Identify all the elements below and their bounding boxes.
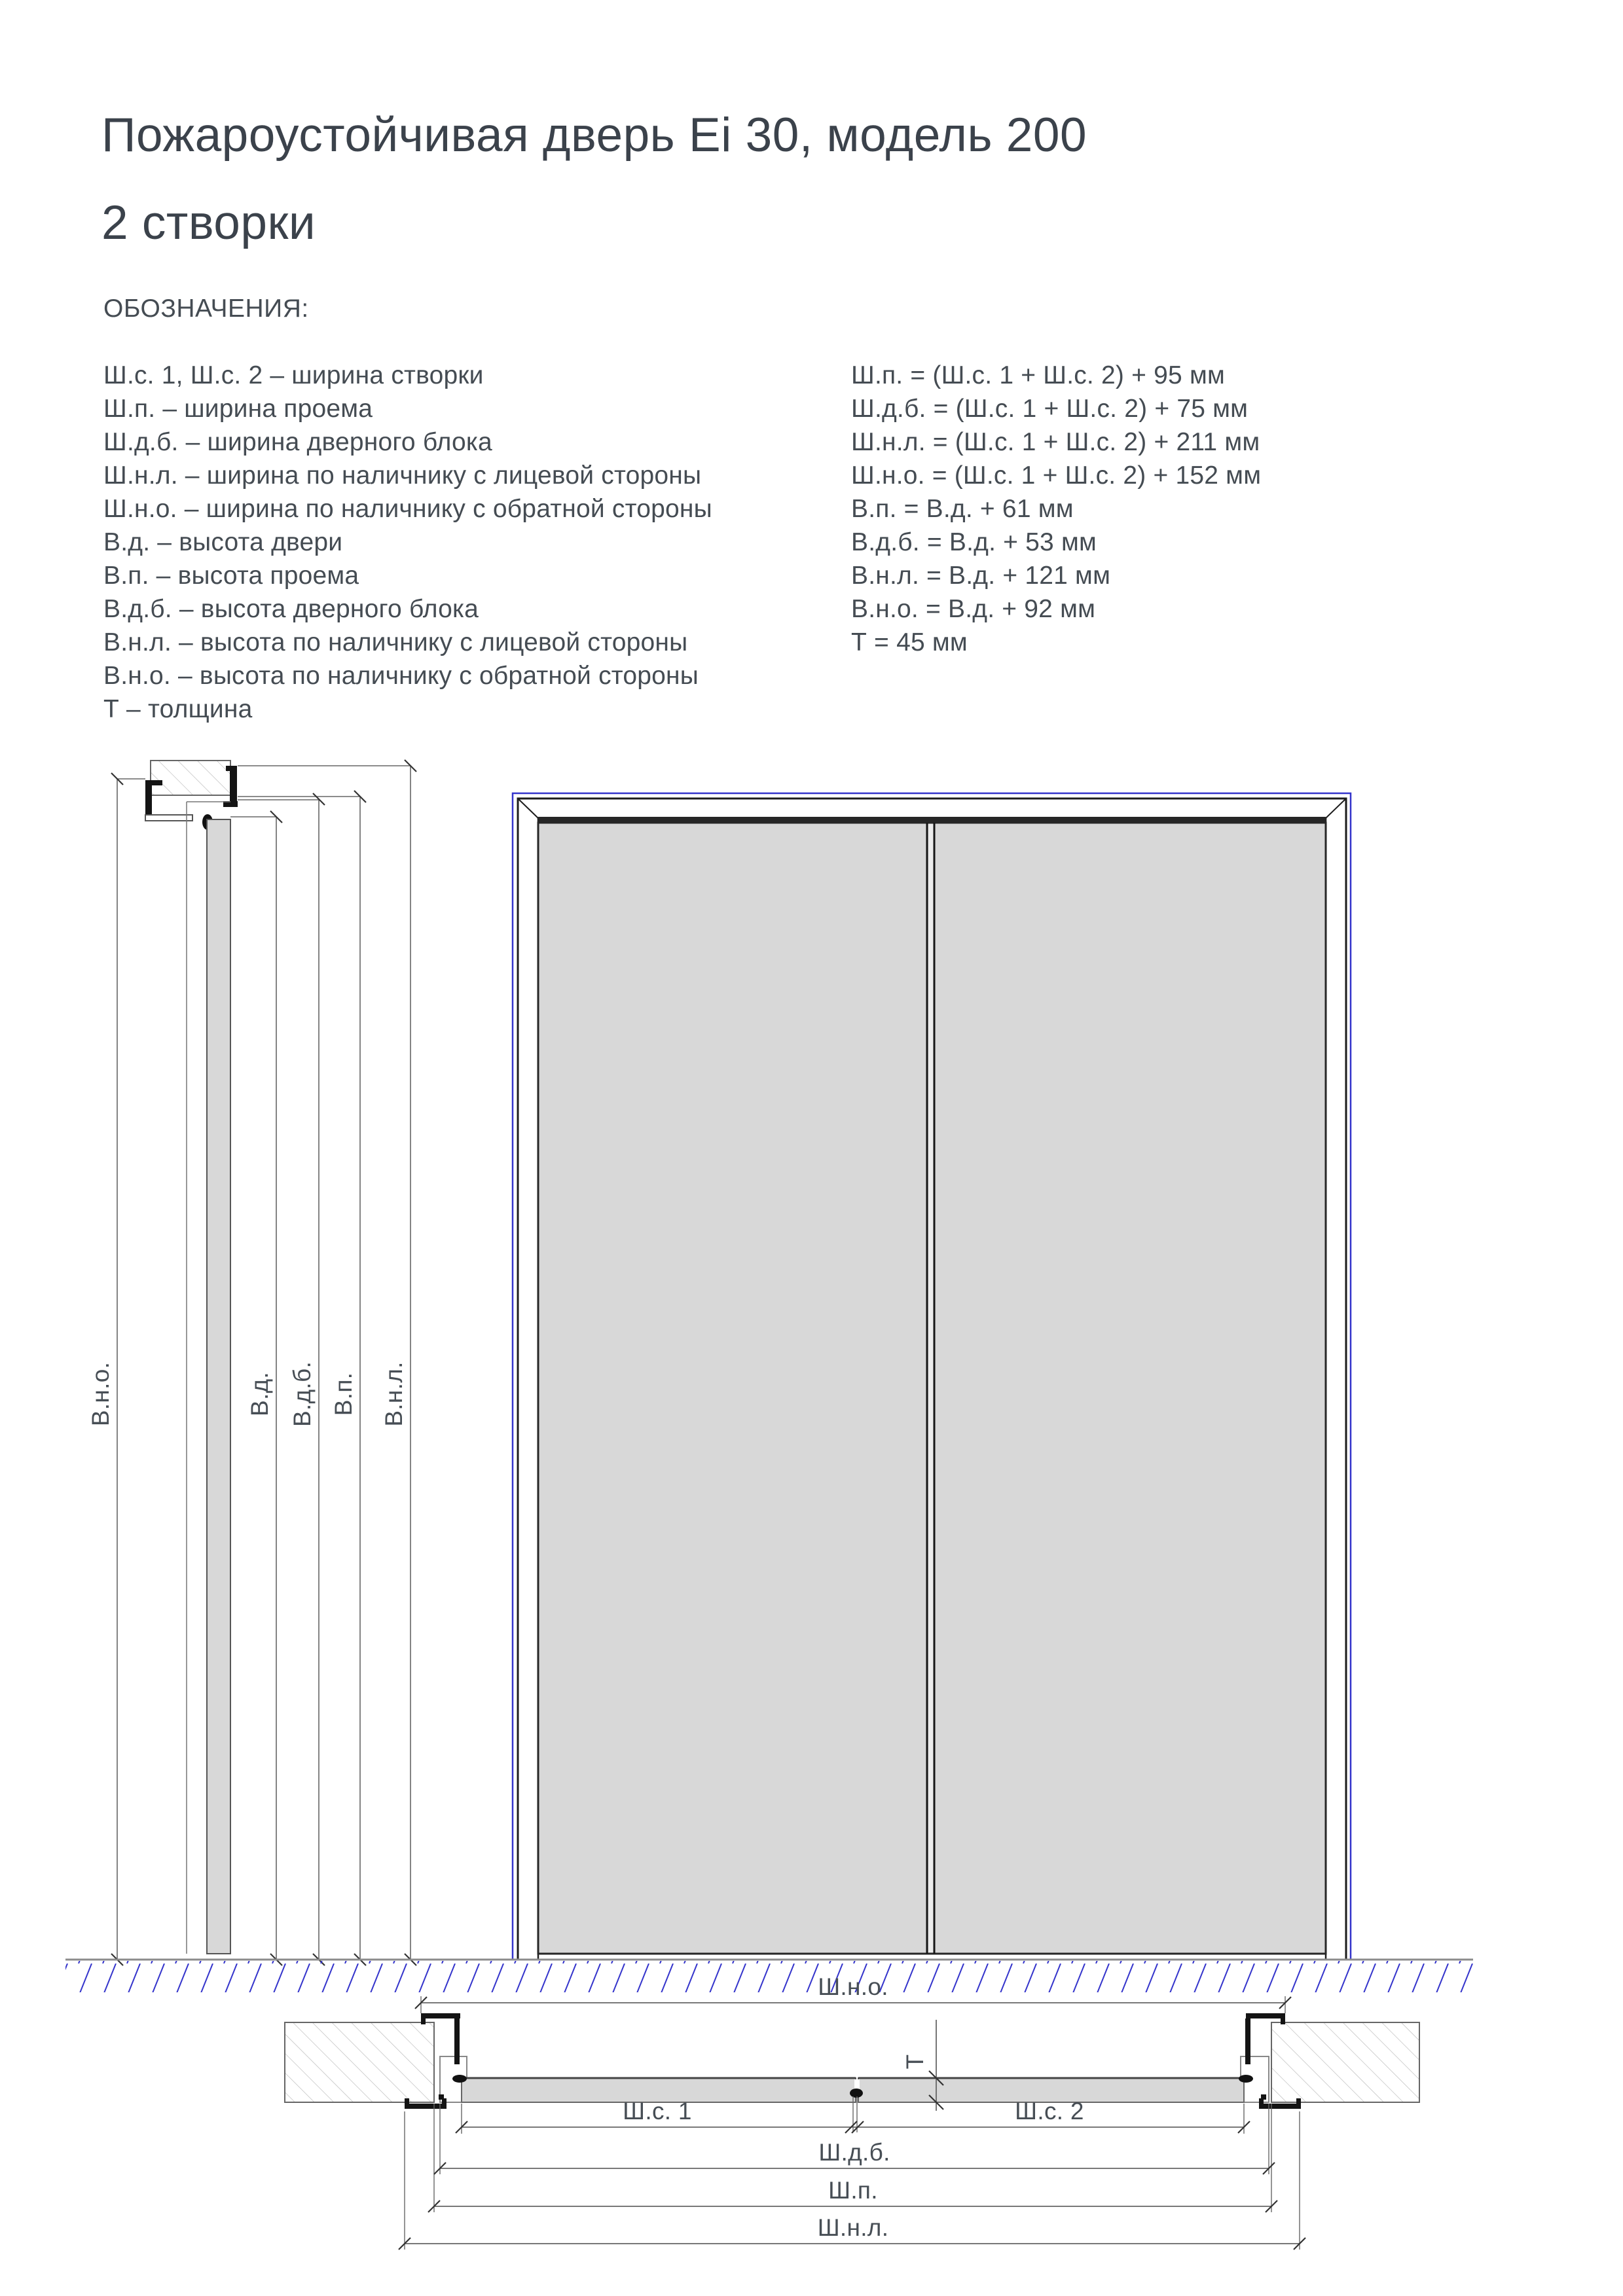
legend-formula: В.н.л. = В.д. + 121 мм [851,562,1111,590]
dim-label-shno: Ш.н.о. [818,1973,888,2000]
dim-label-vd: В.д. [246,1371,273,1417]
dim-label-vdb: В.д.б. [289,1361,316,1427]
vertical-section-view [145,761,238,1954]
leaf-meeting-gap [928,824,934,1952]
wall-plan-left [285,2022,434,2102]
plan-section-view [285,2013,1419,2109]
door-leaf-section [207,819,230,1954]
legend-formula: Т = 45 мм [851,628,968,656]
legend-formula: Ш.н.о. = (Ш.с. 1 + Ш.с. 2) + 152 мм [851,461,1262,490]
meeting-seal-center [850,2089,863,2098]
page-title-line1: Пожароустойчивая дверь Ei 30, модель 200 [101,109,1087,162]
ground [65,1960,1473,1992]
legend-item: В.н.л. – высота по наличнику с лицевой стороны [103,628,688,656]
dim-label-t: Т [902,2054,928,2070]
dim-label-vp: В.п. [330,1372,357,1416]
vertical-dimensions [87,760,416,1965]
ground-hatch [65,1961,1473,1992]
legend-item: В.п. – высота проема [103,562,359,590]
meeting-gap-plan [854,2079,860,2090]
plan-dimensions [399,1973,1305,2250]
casing-miter-left [518,798,538,818]
legend-item: Ш.н.л. – ширина по наличнику с лицевой стороны [103,461,702,490]
legend-item: Ш.п. – ширина проема [103,395,373,423]
legend-item: В.д. – высота двери [103,528,343,556]
legend-item: Т – толщина [103,695,253,723]
wall-plan-right [1271,2022,1419,2102]
legend-formula: В.н.о. = В.д. + 92 мм [851,595,1096,623]
dim-label-shs2: Ш.с. 2 [1015,2098,1084,2125]
dim-label-shs1: Ш.с. 1 [623,2098,692,2125]
legend-item: В.н.о. – высота по наличнику с обратной стороны [103,662,699,690]
legend-formula: Ш.п. = (Ш.с. 1 + Ш.с. 2) + 95 мм [851,361,1225,389]
hinge-seal-right [1239,2075,1253,2083]
legend-item: В.д.б. – высота дверного блока [103,595,479,623]
legend-formula: Ш.д.б. = (Ш.с. 1 + Ш.с. 2) + 75 мм [851,395,1249,423]
legend-formula: В.п. = В.д. + 61 мм [851,495,1074,523]
legend-formula: Ш.н.л. = (Ш.с. 1 + Ш.с. 2) + 211 мм [851,428,1260,456]
door-front-view [513,793,1351,1960]
legend-item: Ш.д.б. – ширина дверного блока [103,428,492,456]
legend-formula: В.д.б. = В.д. + 53 мм [851,528,1097,556]
wall-section-head [151,761,230,795]
casing-miter-right [1326,798,1346,818]
dim-label-shp: Ш.п. [828,2177,878,2204]
legend-heading: ОБОЗНАЧЕНИЯ: [103,295,309,323]
dim-label-shdb: Ш.д.б. [818,2139,890,2166]
casing-board-section [145,815,192,821]
hinge-seal-left [452,2075,467,2083]
dim-label-shnl: Ш.н.л. [817,2214,889,2241]
dim-label-vno: В.н.о. [87,1361,114,1427]
dim-label-vnl: В.н.л. [380,1361,407,1427]
legend-item: Ш.н.о. – ширина по наличнику с обратной стороны [103,495,712,523]
plan-dim-ticks [399,1997,1305,2250]
page-title-line2: 2 створки [101,196,316,249]
legend-item: Ш.с. 1, Ш.с. 2 – ширина створки [103,361,484,389]
